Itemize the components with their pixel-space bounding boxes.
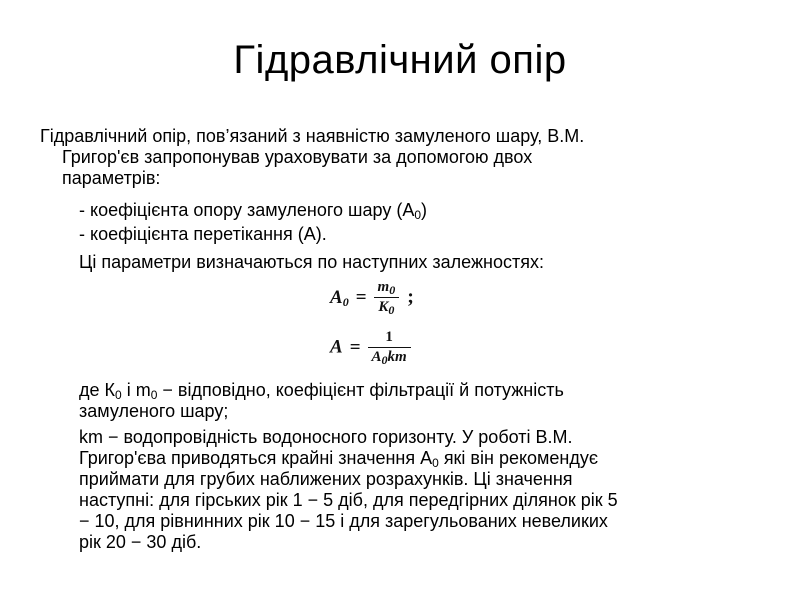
formula-2-equals: = — [349, 336, 361, 358]
bullet-leakage-coefficient: - коефіцієнта перетікання (А). — [79, 224, 327, 244]
formula-2-denominator: $A_0km$ — [371, 349, 407, 367]
formula-2-lhs: A — [330, 336, 343, 358]
where-line-1: де $К_0$ і $m_0$ − відповідно, коефіцієнт фільтрації й потужність — [79, 380, 564, 402]
formula-a — [330, 329, 411, 366]
km-line-2: Григор'єва приводяться крайні значення $А_0$ які він рекомендує — [79, 448, 599, 470]
formula-2-numerator: 1 — [368, 329, 411, 348]
bullet-1-text: - коефіцієнта опору замуленого шару (А — [79, 200, 415, 220]
km-line-3: приймати для грубих наближених розрахунків. Ці значення — [79, 469, 573, 489]
km-line-6: рік 20 − 30 діб. — [79, 532, 202, 552]
where-line-2: замуленого шару; — [79, 401, 229, 421]
formula-a0 — [330, 279, 414, 316]
formula-2-fraction — [368, 329, 411, 366]
formula-1-semicolon: ; — [407, 286, 414, 308]
bullet-resistance-coefficient — [79, 200, 427, 220]
intro-line-3: параметрів: — [62, 168, 161, 188]
km-line-1: km − водопровідність водоносного горизонту. У роботі В.М. — [79, 427, 573, 447]
km-line-4: наступні: для гірських рік 1 − 5 діб, для передгірних ділянок рік 5 — [79, 490, 618, 510]
formula-1-denominator: $K_0$ — [378, 299, 395, 317]
formula-1-numerator: $m_0$ — [374, 279, 400, 298]
formula-1-equals: = — [355, 286, 367, 308]
km-line-5: − 10, для рівнинних рік 10 − 15 і для зарегульованих невеликих — [79, 511, 608, 531]
formula-1-lhs: $A_0$ — [330, 286, 349, 309]
params-line: Ці параметри визначаються по наступних залежностях: — [79, 252, 544, 272]
slide-title: Гідравлічний опір — [233, 38, 567, 82]
intro-line-2: Григор'єв запропонував ураховувати за допомогою двох — [62, 147, 533, 167]
bullet-1-subscript: 0 — [414, 208, 422, 222]
formula-1-fraction — [374, 279, 400, 316]
intro-line-1: Гідравлічний опір, пов’язаний з наявністю замуленого шару, В.М. — [40, 126, 585, 146]
bullet-1-end: ) — [421, 200, 428, 220]
